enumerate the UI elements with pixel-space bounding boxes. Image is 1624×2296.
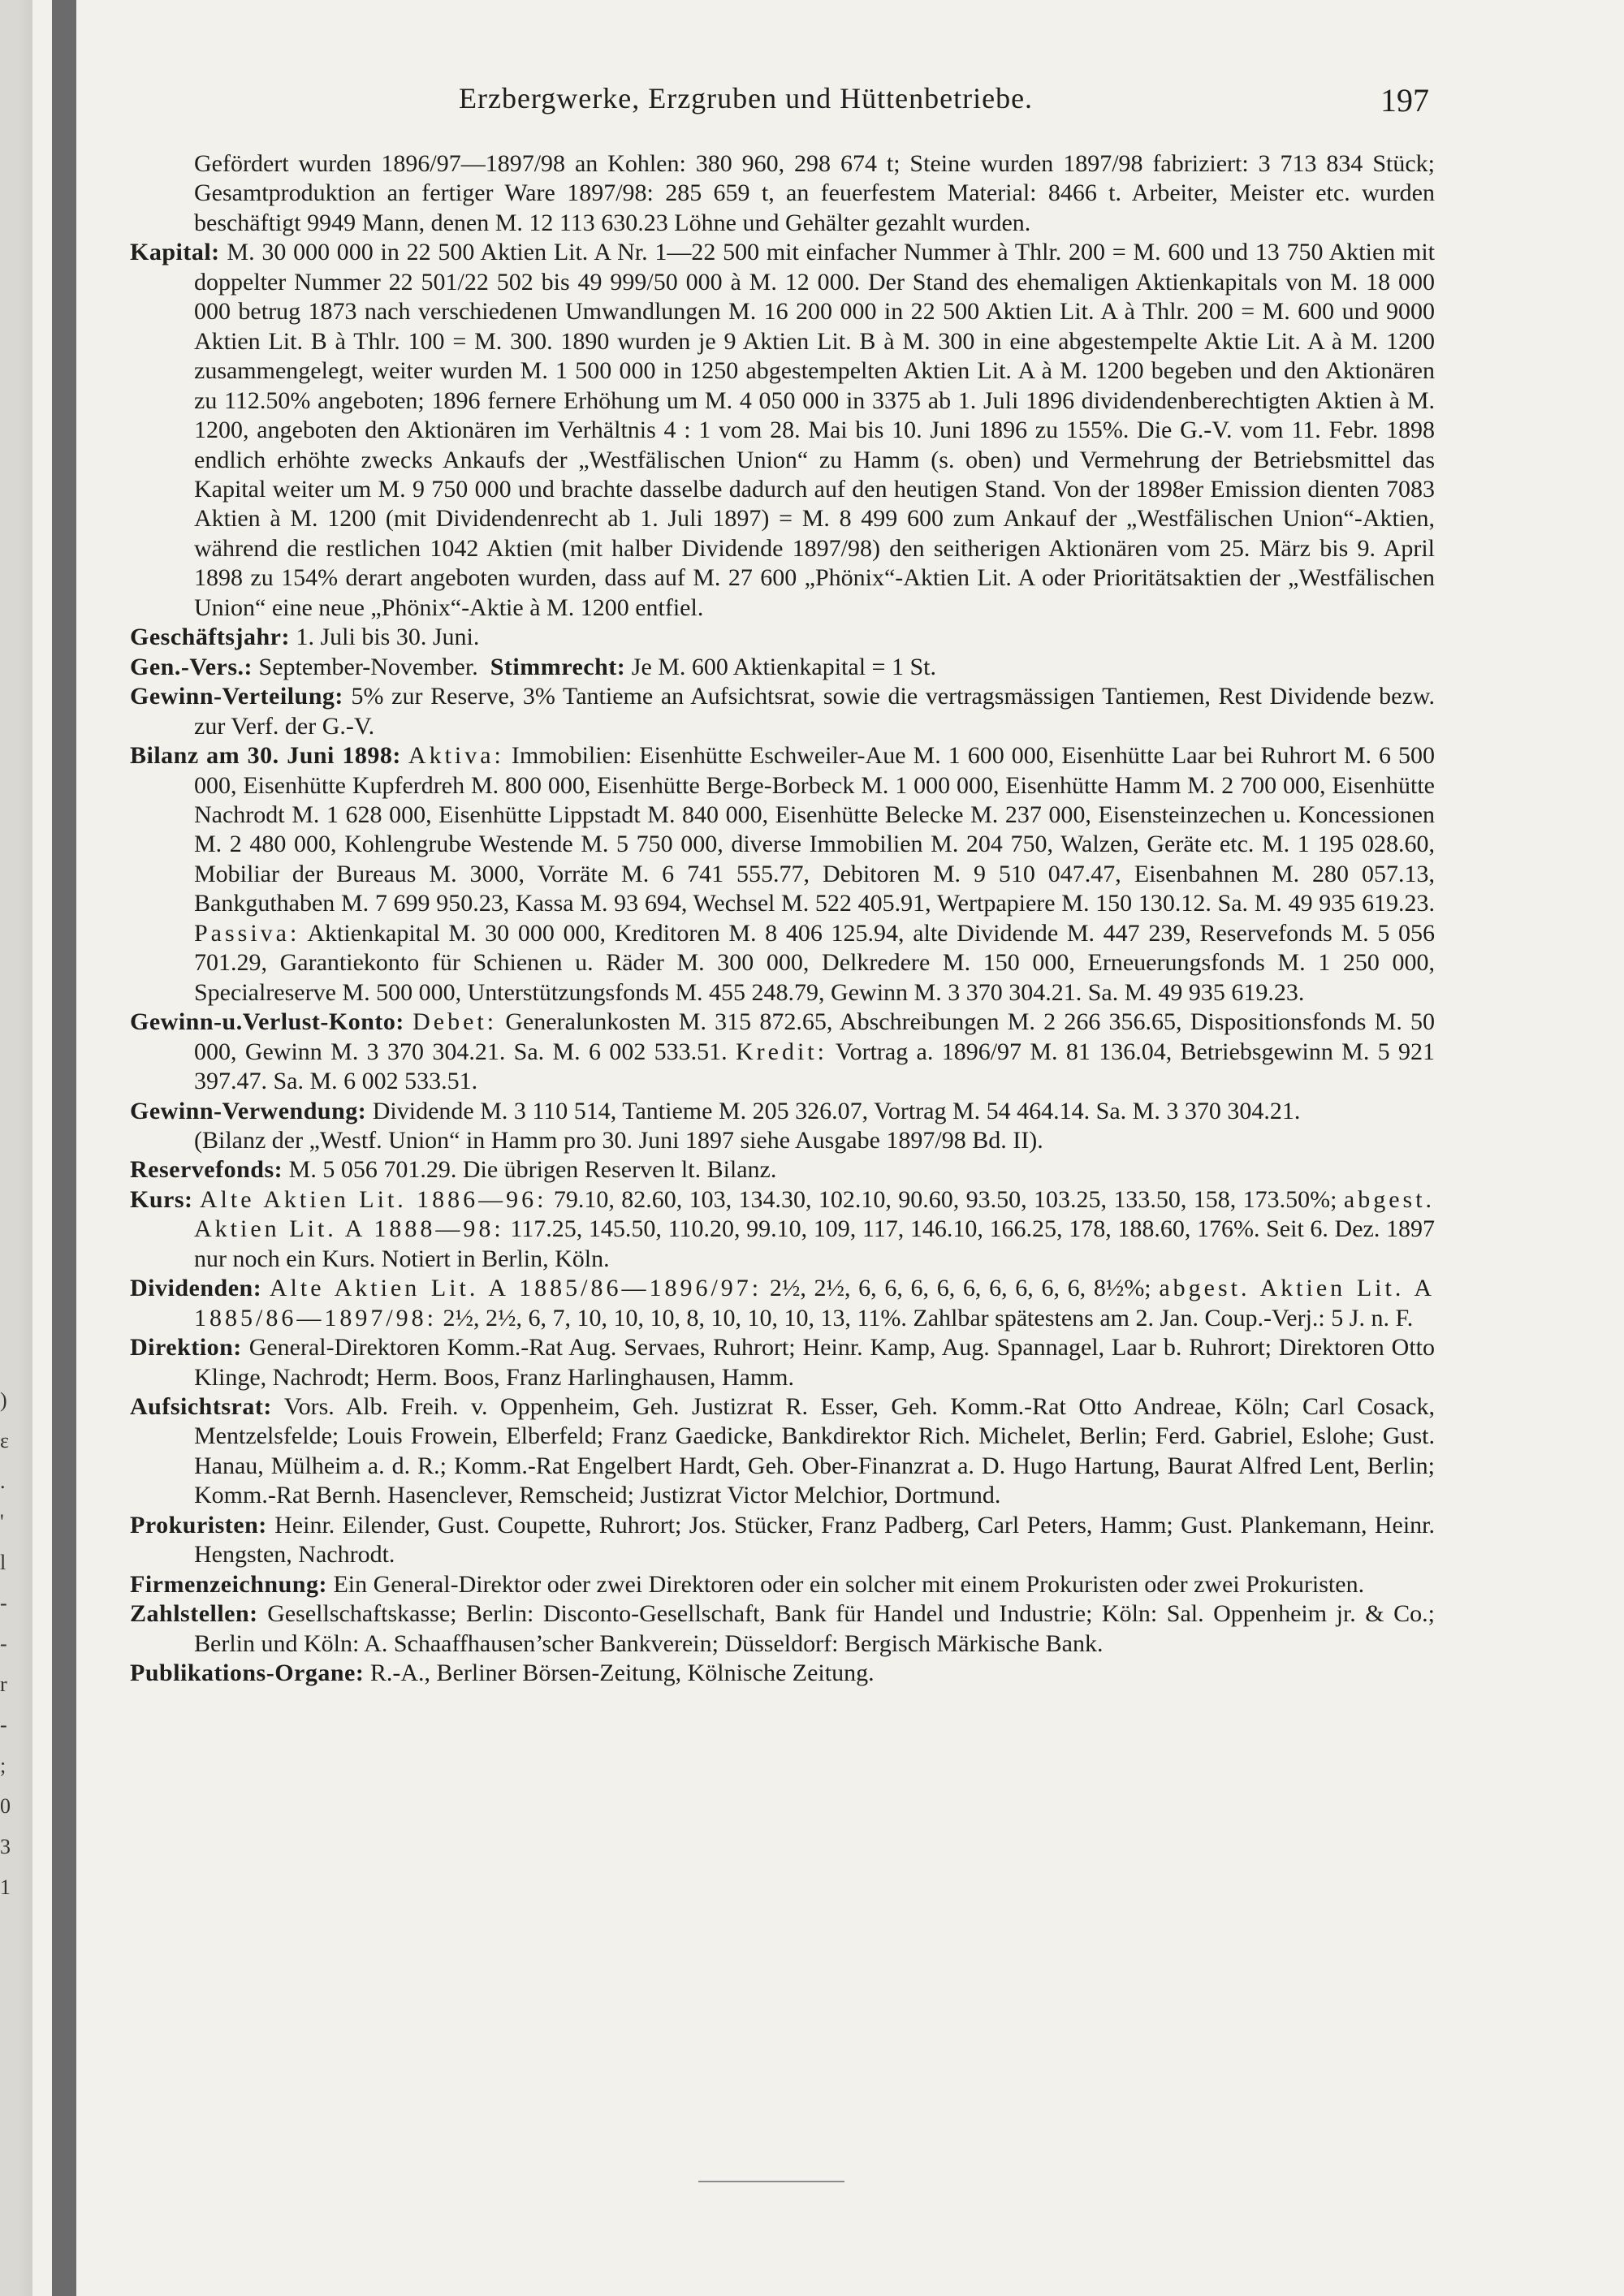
company-entry: [130, 149, 1435, 1689]
margin-fragment: .: [0, 1470, 6, 1493]
kurs-alte-text: 79.10, 82.60, 103, 134.30, 102.10, 90.60, 93.50, 103.25, 133.50, 158, 173.50%;: [553, 1185, 1337, 1213]
previous-page-margin-fragments: [0, 1380, 24, 1908]
dividenden-abgest-label: abgest. Aktien Lit. A 1885/86—1897/98:: [194, 1275, 1436, 1331]
section-label: Kapital:: [130, 239, 220, 266]
margin-fragment: 3: [0, 1835, 11, 1858]
section-text: M. 5 056 701.29. Die übrigen Reserven lt. Bilanz.: [288, 1156, 777, 1184]
passiva-label: Passiva:: [194, 919, 300, 947]
section-text: Dividende M. 3 110 514, Tantieme M. 205 326.07, Vortrag M. 54 464.14. Sa. M. 3 370 304.21.: [372, 1097, 1301, 1124]
running-head: Erzbergwerke, Erzgruben und Hüttenbetriebe.: [459, 82, 1034, 114]
margin-fragment: ): [0, 1388, 7, 1412]
kurs-section: [130, 1185, 1435, 1274]
section-label: Geschäftsjahr:: [130, 624, 290, 651]
section-text: Heinr. Eilender, Gust. Coupette, Ruhrort; Jos. Stücker, Franz Padberg, Carl Peters, Hamm; Gust. Plankemann, Heinr. Hengsten, Nachrodt.: [194, 1511, 1435, 1569]
kredit-label: Kredit:: [736, 1038, 827, 1065]
section-label: Gewinn-u.Verlust-Konto:: [130, 1008, 404, 1036]
end-of-entry-rule: [698, 2181, 844, 2182]
section-text: R.-A., Berliner Börsen-Zeitung, Kölnische Zeitung.: [369, 1659, 875, 1687]
section-label: Zahlstellen:: [130, 1600, 258, 1628]
dividenden-alte-text: 2½, 2½, 6, 6, 6, 6, 6, 6, 6, 6, 6, 8½%;: [769, 1275, 1151, 1302]
aufsichtsrat-section: [130, 1392, 1435, 1511]
page-header: [195, 78, 1429, 127]
aktiva-label: Aktiva:: [408, 742, 504, 770]
margin-fragment: 0: [0, 1794, 11, 1818]
margin-fragment: ;: [0, 1754, 6, 1777]
prokuristen-section: [130, 1511, 1435, 1570]
dividenden-abgest-text: 2½, 2½, 6, 7, 10, 10, 10, 8, 10, 10, 10, 13, 11%. Zahlbar spätestens am 2. Jan. Coup.-Verj.: 5 J. n. F.: [443, 1304, 1414, 1331]
section-label: Gen.-Vers.:: [130, 653, 253, 680]
passiva-text: Aktienkapital M. 30 000 000, Kreditoren M. 8 406 125.94, alte Dividende M. 447 239, Reservefonds M. 5 056 701.29, Garantiekonto für Schienen u. Räder M. 300 000, Delkredere M. 150 000, Erneuerungsfonds M. 1 250 000, Specialreserve M. 500 000, Unterstützungsfonds M. 455 248.79, Gewinn M. 3 370 304.21. Sa. M. 49 935 619.23.: [194, 919, 1435, 1006]
gewinn-verlust-section: [130, 1008, 1435, 1096]
page-number: 197: [1380, 82, 1429, 119]
dividenden-alte-label: Alte Aktien Lit. A 1885/86—1896/97:: [269, 1275, 762, 1302]
section-text: Vors. Alb. Freih. v. Oppenheim, Geh. Justizrat R. Esser, Geh. Komm.-Rat Otto Andreae, Köln; Carl Cosack, Mentzelsfelde; Louis Frowein, Elberfeld; Franz Gaedicke, Bankdirektor Rich. Michelet, Berlin; Ferd. Gabriel, Eslohe; Gust. Hanau, Mülheim a. d. R.; Komm.-Rat Engelbert Hardt, Geh. Ober-Finanzrat a. D. Hugo Hartung, Baurat Alfred Lent, Berlin; Komm.-Rat Bernh. Hasenclever, Remscheid; Justizrat Victor Melchior, Dortmund.: [194, 1393, 1435, 1509]
margin-fragment: ɛ: [0, 1429, 9, 1452]
bilanz-section: [130, 741, 1435, 1008]
section-text: Ein General-Direktor oder zwei Direktoren oder ein solcher mit einem Prokuristen oder zwei Prokuristen.: [333, 1570, 1365, 1598]
section-text: September-November.: [258, 653, 478, 680]
margin-fragment: l: [0, 1551, 6, 1574]
gewinn-verteilung-section: [130, 682, 1435, 741]
section-label: Gewinn-Verwendung:: [130, 1097, 367, 1124]
firmenzeichnung-section: [130, 1570, 1435, 1599]
debet-label: Debet:: [412, 1008, 498, 1036]
margin-fragment: -: [0, 1591, 7, 1615]
book-spine-shadow: [52, 0, 76, 2296]
gewinn-verwendung-section: [130, 1097, 1435, 1126]
section-text: General-Direktoren Komm.-Rat Aug. Servaes, Ruhrort; Heinr. Kamp, Aug. Spannagel, Laar b. Ruhrort; Direktoren Otto Klinge, Nachrodt; Herm. Boos, Franz Harlinghausen, Hamm.: [194, 1334, 1436, 1391]
section-text: 5% zur Reserve, 3% Tantieme an Aufsichtsrat, sowie die vertragsmässigen Tantiemen, Rest Dividende bezw. zur Verf. der G.-V.: [194, 683, 1436, 740]
margin-fragment: 1: [0, 1875, 11, 1899]
bilanz-reference-note: (Bilanz der „Westf. Union“ in Hamm pro 30. Juni 1897 siehe Ausgabe 1897/98 Bd. II).: [194, 1126, 1043, 1154]
section-label: Prokuristen:: [130, 1511, 267, 1539]
section-label: Dividenden:: [130, 1275, 262, 1302]
kurs-alte-label: Alte Aktien Lit. 1886—96:: [199, 1185, 547, 1213]
kredit-text: Vortrag a. 1896/97 M. 81 136.04, Betriebsgewinn M. 5 921 397.47. Sa. M. 6 002 533.51.: [194, 1038, 1435, 1095]
gen-vers-section: [130, 653, 1435, 682]
kapital-section: [130, 238, 1435, 623]
geschaeftsjahr-section: [130, 623, 1435, 652]
stimmrecht-label: Stimmrecht:: [490, 653, 626, 680]
aktiva-text: Immobilien: Eisenhütte Eschweiler-Aue M. 1 600 000, Eisenhütte Laar bei Ruhrort M. 6 500 000, Eisenhütte Kupferdreh M. 800 000, Eisenhütte Berge-Borbeck M. 1 000 000, Eisenhütte Hamm M. 2 700 000, Eisenhütte Nachrodt M. 1 628 000, Eisenhütte Lippstadt M. 840 000, Eisenhütte Belecke M. 237 000, Eisensteinzechen u. Koncessionen M. 2 480 000, Kohlengrube Westende M. 5 750 000, diverse Immobilien M. 204 750, Walzen, Geräte etc. M. 1 195 028.60, Mobiliar der Bureaus M. 3000, Vorräte M. 6 741 555.77, Debitoren M. 9 510 047.47, Eisenbahnen M. 280 057.13, Bankguthaben M. 7 699 950.23, Kassa M. 93 694, Wechsel M. 522 405.91, Wertpapiere M. 150 130.12. Sa. M. 49 935 619.23.: [194, 742, 1436, 917]
kurs-abgest-text: 117.25, 145.50, 110.20, 99.10, 109, 117, 146.10, 166.25, 178, 188.60, 176%. Seit 6. Dez. 1897 nur noch ein Kurs. Notiert in Berlin, Köln.: [194, 1215, 1435, 1272]
section-text: M. 30 000 000 in 22 500 Aktien Lit. A Nr. 1—22 500 mit einfacher Nummer à Thlr. 200 = M. 600 und 13 750 Aktien mit doppelter Nummer 22 501/22 502 bis 49 999/50 000 à M. 12 000. Der Stand des ehemaligen Aktienkapitals von M. 18 000 000 betrug 1873 nach verschiedenen Umwandlungen M. 16 200 000 in 22 500 Aktien Lit. A à Thlr. 200 = M. 600 und 9000 Aktien Lit. B à Thlr. 100 = M. 300. 1890 wurden je 9 Aktien Lit. B à M. 300 in eine abgestempelte Aktie Lit. A à M. 1200 zusammengelegt, weiter wurden M. 1 500 000 in 1250 abgestempelten Aktien Lit. A à M. 1200 begeben und den Aktionären zu 112.50% angeboten; 1896 fernere Erhöhung um M. 4 050 000 in 3375 ab 1. Juli 1896 dividendenberechtigten Aktien à M. 1200, angeboten den Aktionären im Verhältnis 4 : 1 vom 28. Mai bis 10. Juni 1896 zu 155%. Die G.-V. vom 11. Febr. 1898 endlich erhöhte zwecks Ankaufs der „Westfälischen Union“ zu Hamm (s. oben) und Vermehrung der Betriebsmittel das Kapital weiter um M. 9 750 000 und brachte dasselbe dadurch auf den heutigen Stand. Von der 1898er Emission dienten 7083 Aktien à M. 1200 (mit Dividendenrecht ab 1. Juli 1897) = M. 8 499 600 zum Ankauf der „Westfälischen Union“-Aktien, während die restlichen 1042 Aktien (mit halber Dividende 1897/98) den seitherigen Aktionären vom 25. März bis 9. April 1898 zu 154% derart angeboten wurden, dass auf M. 27 600 „Phönix“-Aktien Lit. A oder Prioritätsaktien der „Westfälischen Union“ eine neue „Phönix“-Aktie à M. 1200 entfiel.: [194, 239, 1436, 621]
section-label: Publikations-Organe:: [130, 1659, 365, 1687]
section-label: Kurs:: [130, 1185, 193, 1213]
page-binding-edge: [0, 0, 32, 2296]
section-text: 1. Juli bis 30. Juni.: [296, 624, 480, 651]
publikations-organe-section: [130, 1659, 1435, 1688]
section-label: Direktion:: [130, 1334, 242, 1362]
section-label: Gewinn-Verteilung:: [130, 683, 343, 710]
zahlstellen-section: [130, 1599, 1435, 1659]
margin-fragment: -: [0, 1713, 7, 1737]
margin-fragment: -: [0, 1632, 7, 1655]
section-label: Aufsichtsrat:: [130, 1393, 272, 1421]
dividenden-section: [130, 1274, 1435, 1333]
section-label: Bilanz am 30. Juni 1898:: [130, 742, 401, 770]
stimmrecht-text: Je M. 600 Aktienkapital = 1 St.: [631, 653, 936, 680]
section-label: Reservefonds:: [130, 1156, 283, 1184]
margin-fragment: r: [0, 1672, 7, 1696]
debet-text: Generalunkosten M. 315 872.65, Abschreibungen M. 2 266 356.65, Dispositionsfonds M. 50 000, Gewinn M. 3 370 304.21. Sa. M. 6 002 533.51.: [194, 1008, 1436, 1065]
section-text: Gesellschaftskasse; Berlin: Disconto-Gesellschaft, Bank für Handel und Industrie; Köln: Sal. Oppenheim jr. & Co.; Berlin und Köln: A. Schaaffhausen’scher Bankverein; Düsseldorf: Bergisch Märkische Bank.: [194, 1600, 1436, 1657]
margin-fragment: ': [0, 1510, 4, 1534]
direktion-section: [130, 1333, 1435, 1392]
kurs-abgest-label: abgest. Aktien Lit. A 1888—98:: [194, 1185, 1436, 1243]
section-label: Firmenzeichnung:: [130, 1570, 327, 1598]
reservefonds-section: [130, 1155, 1435, 1185]
production-paragraph: Gefördert wurden 1896/97—1897/98 an Kohlen: 380 960, 298 674 t; Steine wurden 1897/98 fabriziert: 3 713 834 Stück; Gesamtproduktion an fertiger Ware 1897/98: 285 659 t, an feuerfestem Material: 8466 t. Arbeiter, Meister etc. wurden beschäftigt 9949 Mann, denen M. 12 113 630.23 Löhne und Gehälter gezahlt wurden.: [194, 150, 1435, 236]
